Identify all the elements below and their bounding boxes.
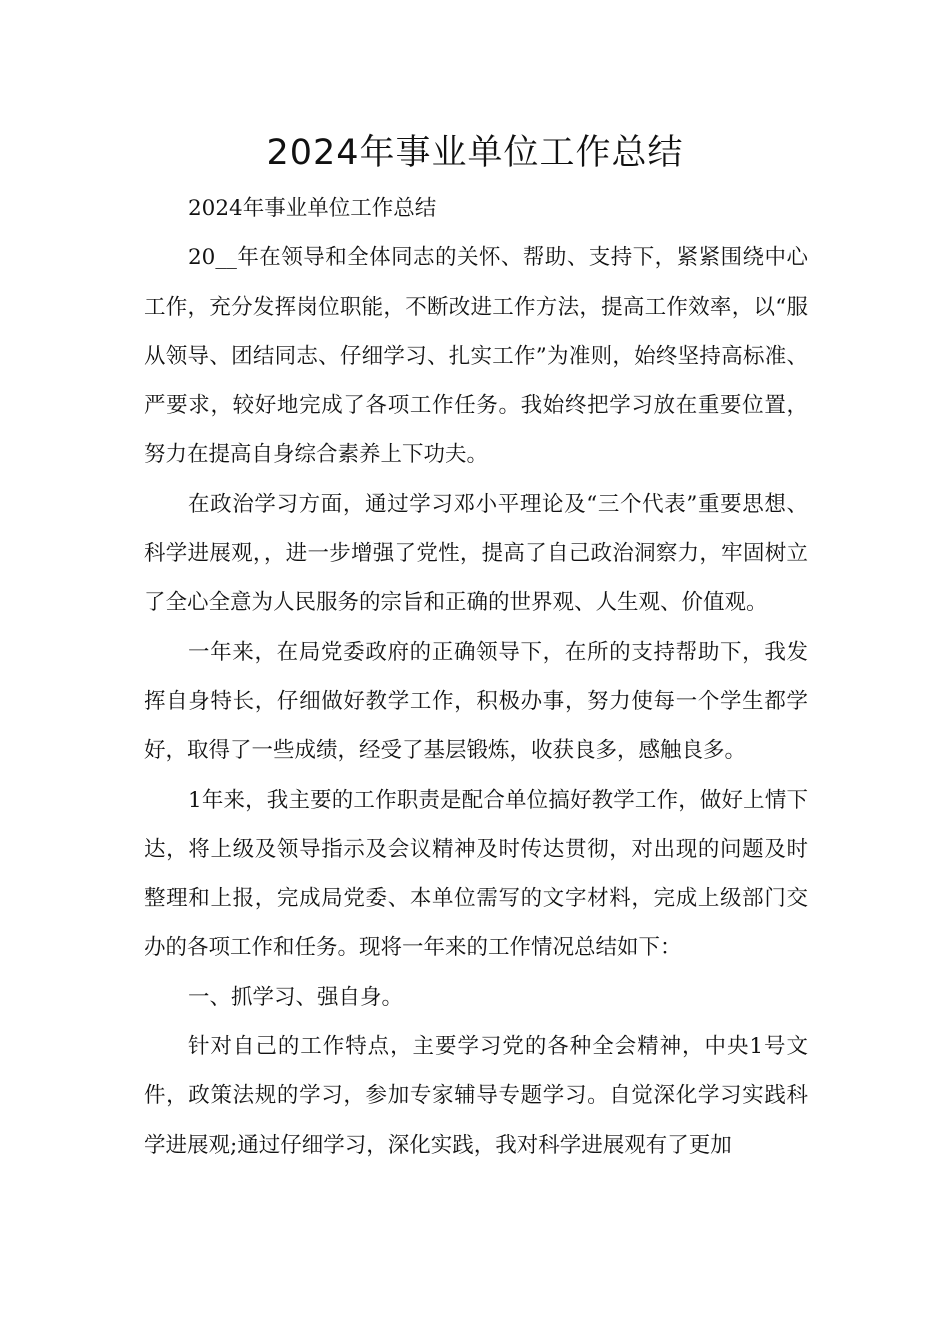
subtitle-paragraph: 2024年事业单位工作总结 <box>188 196 437 221</box>
document-body <box>144 184 808 1170</box>
study-details-paragraph: 针对自己的工作特点，主要学习党的各种全会精神，中央1号文件，政策法规的学习，参加专家辅导专题学习。自觉深化学习实践科学进展观;通过仔细学习，深化实践，我对科学进展观有了更加 <box>144 1034 808 1158</box>
year-review-paragraph: 一年来，在局党委政府的正确领导下，在所的支持帮助下，我发挥自身特长，仔细做好教学工作，积极办事，努力使每一个学生都学好，取得了一些成绩，经受了基层锻炼，收获良多，感触良多。 <box>144 639 808 764</box>
section-heading-1: 一、抓学习、强自身。 <box>188 984 404 1010</box>
political-study-paragraph: 在政治学习方面，通过学习邓小平理论及“三个代表”重要思想、科学进展观，，进一步增强了党性，提高了自己政治洞察力，牢固树立了全心全意为人民服务的宗旨和正确的世界观、人生观、价值观。 <box>144 491 808 616</box>
document-title: 2024年事业单位工作总结 <box>266 133 684 173</box>
duties-paragraph: 1年来，我主要的工作职责是配合单位搞好教学工作，做好上情下达，将上级及领导指示及会议精神及时传达贯彻，对出现的问题及时整理和上报，完成局党委、本单位需写的文字材料，完成上级部门交办的各项工作和任务。现将一年来的工作情况总结如下： <box>144 787 808 961</box>
intro-paragraph: 20__年在领导和全体同志的关怀、帮助、支持下，紧紧围绕中心工作，充分发挥岗位职能，不断改进工作方法，提高工作效率，以“服从领导、团结同志、仔细学习、扎实工作”为准则，始终坚持高标准、严要求，较好地完成了各项工作任务。我始终把学习放在重要位置，努力在提高自身综合素养上下功夫。 <box>144 245 808 468</box>
